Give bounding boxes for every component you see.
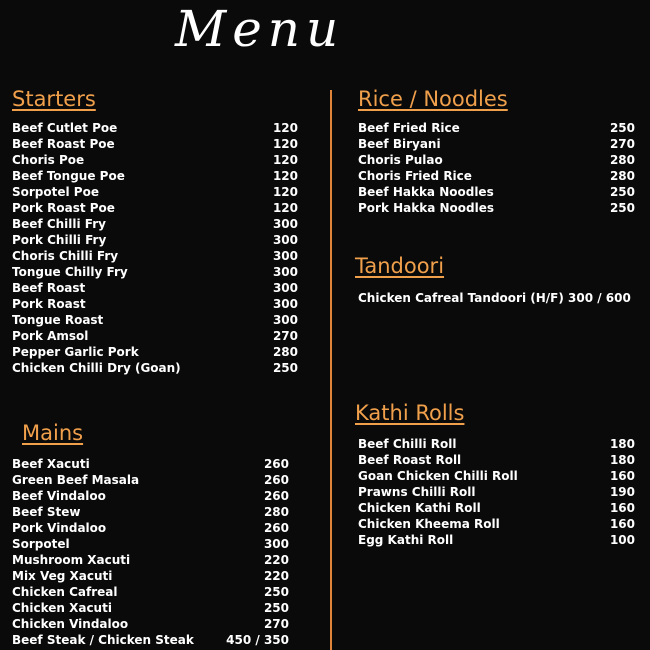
menu-item bbox=[12, 312, 298, 328]
item-name: Goan Chicken Chilli Roll bbox=[358, 469, 518, 483]
menu-item bbox=[12, 120, 298, 136]
menu-item bbox=[12, 616, 289, 632]
menu-item bbox=[358, 168, 635, 184]
item-price: 300 bbox=[272, 233, 298, 247]
item-name: Beef Stew bbox=[12, 505, 81, 519]
item-name: Pepper Garlic Pork bbox=[12, 345, 139, 359]
menu-item bbox=[12, 472, 289, 488]
item-name: Sorpotel bbox=[12, 537, 70, 551]
item-name: Chicken Chilli Dry (Goan) bbox=[12, 361, 181, 375]
item-name: Egg Kathi Roll bbox=[358, 533, 454, 547]
menu-item bbox=[12, 360, 298, 376]
item-name: Tongue Chilly Fry bbox=[12, 265, 128, 279]
menu-title: Menu bbox=[175, 0, 345, 58]
menu-item bbox=[12, 168, 298, 184]
item-price: 160 bbox=[609, 501, 635, 515]
item-name: Choris Pulao bbox=[358, 153, 443, 167]
item-name: Mushroom Xacuti bbox=[12, 553, 131, 567]
menu-item bbox=[12, 328, 298, 344]
starters-heading: Starters bbox=[12, 87, 96, 111]
item-price: 300 bbox=[272, 313, 298, 327]
menu-item bbox=[358, 532, 635, 548]
menu-item bbox=[12, 136, 298, 152]
item-price: 270 bbox=[272, 329, 298, 343]
menu-item bbox=[12, 232, 298, 248]
menu-item bbox=[12, 632, 289, 648]
item-price: 120 bbox=[272, 185, 298, 199]
item-price: 180 bbox=[609, 453, 635, 467]
item-name: Chicken Cafreal bbox=[12, 585, 118, 599]
menu-item bbox=[12, 152, 298, 168]
menu-item bbox=[12, 600, 289, 616]
item-name: Choris Fried Rice bbox=[358, 169, 472, 183]
item-price: 160 bbox=[609, 517, 635, 531]
item-price: 100 bbox=[609, 533, 635, 547]
menu-item bbox=[358, 484, 635, 500]
item-price: 280 bbox=[609, 153, 635, 167]
item-name: Beef Hakka Noodles bbox=[358, 185, 494, 199]
item-name: Pork Amsol bbox=[12, 329, 89, 343]
item-price: 180 bbox=[609, 437, 635, 451]
item-name: Pork Roast Poe bbox=[12, 201, 115, 215]
item-price: 300 bbox=[272, 217, 298, 231]
item-name: Beef Xacuti bbox=[12, 457, 90, 471]
menu-item bbox=[358, 200, 635, 216]
item-price: 260 bbox=[263, 489, 289, 503]
item-name: Choris Chilli Fry bbox=[12, 249, 119, 263]
item-price: 260 bbox=[263, 473, 289, 487]
starters-list bbox=[12, 120, 298, 376]
kathi-rolls-heading: Kathi Rolls bbox=[355, 401, 465, 425]
kathi-rolls-list bbox=[358, 436, 635, 548]
menu-item bbox=[358, 152, 635, 168]
item-price: 120 bbox=[272, 153, 298, 167]
item-price: 260 bbox=[263, 521, 289, 535]
menu-item bbox=[358, 184, 635, 200]
menu-item bbox=[12, 568, 289, 584]
item-name: Beef Roast Roll bbox=[358, 453, 462, 467]
item-price: 220 bbox=[263, 569, 289, 583]
item-name: Beef Chilli Roll bbox=[358, 437, 457, 451]
item-price: 120 bbox=[272, 169, 298, 183]
item-name: Beef Chilli Fry bbox=[12, 217, 106, 231]
item-name: Chicken Kathi Roll bbox=[358, 501, 481, 515]
tandoori-item: Chicken Cafreal Tandoori (H/F) 300 / 600 bbox=[358, 291, 631, 305]
item-price: 300 bbox=[272, 249, 298, 263]
item-name: Beef Tongue Poe bbox=[12, 169, 125, 183]
item-name: Beef Roast bbox=[12, 281, 86, 295]
column-divider bbox=[330, 90, 332, 650]
item-price: 280 bbox=[263, 505, 289, 519]
item-price: 190 bbox=[609, 485, 635, 499]
menu-item bbox=[12, 488, 289, 504]
item-price: 300 bbox=[272, 265, 298, 279]
mains-list bbox=[12, 456, 289, 648]
item-price: 450 / 350 bbox=[226, 633, 289, 647]
menu-item bbox=[12, 504, 289, 520]
menu-item bbox=[12, 536, 289, 552]
menu-item bbox=[358, 436, 635, 452]
item-name: Beef Roast Poe bbox=[12, 137, 115, 151]
item-name: Chicken Xacuti bbox=[12, 601, 112, 615]
item-price: 120 bbox=[272, 121, 298, 135]
rice-noodles-heading: Rice / Noodles bbox=[358, 87, 508, 111]
menu-item bbox=[358, 136, 635, 152]
menu-item bbox=[358, 516, 635, 532]
item-price: 250 bbox=[263, 601, 289, 615]
item-name: Choris Poe bbox=[12, 153, 85, 167]
item-name: Pork Vindaloo bbox=[12, 521, 107, 535]
rice-noodles-list bbox=[358, 120, 635, 216]
item-name: Pork Chilli Fry bbox=[12, 233, 107, 247]
item-name: Beef Cutlet Poe bbox=[12, 121, 118, 135]
menu-item bbox=[12, 520, 289, 536]
item-price: 250 bbox=[272, 361, 298, 375]
item-name: Beef Vindaloo bbox=[12, 489, 106, 503]
item-name: Chicken Vindaloo bbox=[12, 617, 129, 631]
menu-item bbox=[358, 500, 635, 516]
item-name: Mix Veg Xacuti bbox=[12, 569, 113, 583]
item-name: Beef Fried Rice bbox=[358, 121, 460, 135]
item-price: 300 bbox=[272, 281, 298, 295]
item-name: Beef Steak / Chicken Steak bbox=[12, 633, 194, 647]
item-name: Chicken Kheema Roll bbox=[358, 517, 500, 531]
item-price: 250 bbox=[609, 201, 635, 215]
item-price: 280 bbox=[272, 345, 298, 359]
item-price: 260 bbox=[263, 457, 289, 471]
menu-item bbox=[358, 120, 635, 136]
menu-item bbox=[12, 184, 298, 200]
menu-item bbox=[12, 248, 298, 264]
item-price: 250 bbox=[609, 121, 635, 135]
tandoori-heading: Tandoori bbox=[355, 254, 445, 278]
item-name: Pork Hakka Noodles bbox=[358, 201, 495, 215]
item-name: Pork Roast bbox=[12, 297, 86, 311]
item-name: Prawns Chilli Roll bbox=[358, 485, 476, 499]
item-name: Beef Biryani bbox=[358, 137, 441, 151]
item-price: 270 bbox=[263, 617, 289, 631]
menu-item bbox=[12, 456, 289, 472]
item-price: 120 bbox=[272, 201, 298, 215]
menu-item bbox=[358, 452, 635, 468]
item-price: 220 bbox=[263, 553, 289, 567]
menu-item bbox=[12, 264, 298, 280]
menu-item bbox=[12, 584, 289, 600]
menu-item bbox=[12, 216, 298, 232]
menu-item bbox=[12, 552, 289, 568]
item-price: 270 bbox=[609, 137, 635, 151]
item-price: 300 bbox=[272, 297, 298, 311]
item-name: Tongue Roast bbox=[12, 313, 104, 327]
menu-item bbox=[12, 344, 298, 360]
item-price: 250 bbox=[263, 585, 289, 599]
item-name: Sorpotel Poe bbox=[12, 185, 99, 199]
menu-item bbox=[358, 468, 635, 484]
menu-item bbox=[12, 280, 298, 296]
item-price: 280 bbox=[609, 169, 635, 183]
menu-item bbox=[12, 200, 298, 216]
item-price: 300 bbox=[263, 537, 289, 551]
item-price: 250 bbox=[609, 185, 635, 199]
mains-heading: Mains bbox=[22, 421, 84, 445]
menu-item bbox=[12, 296, 298, 312]
item-price: 160 bbox=[609, 469, 635, 483]
item-price: 120 bbox=[272, 137, 298, 151]
item-name: Green Beef Masala bbox=[12, 473, 140, 487]
